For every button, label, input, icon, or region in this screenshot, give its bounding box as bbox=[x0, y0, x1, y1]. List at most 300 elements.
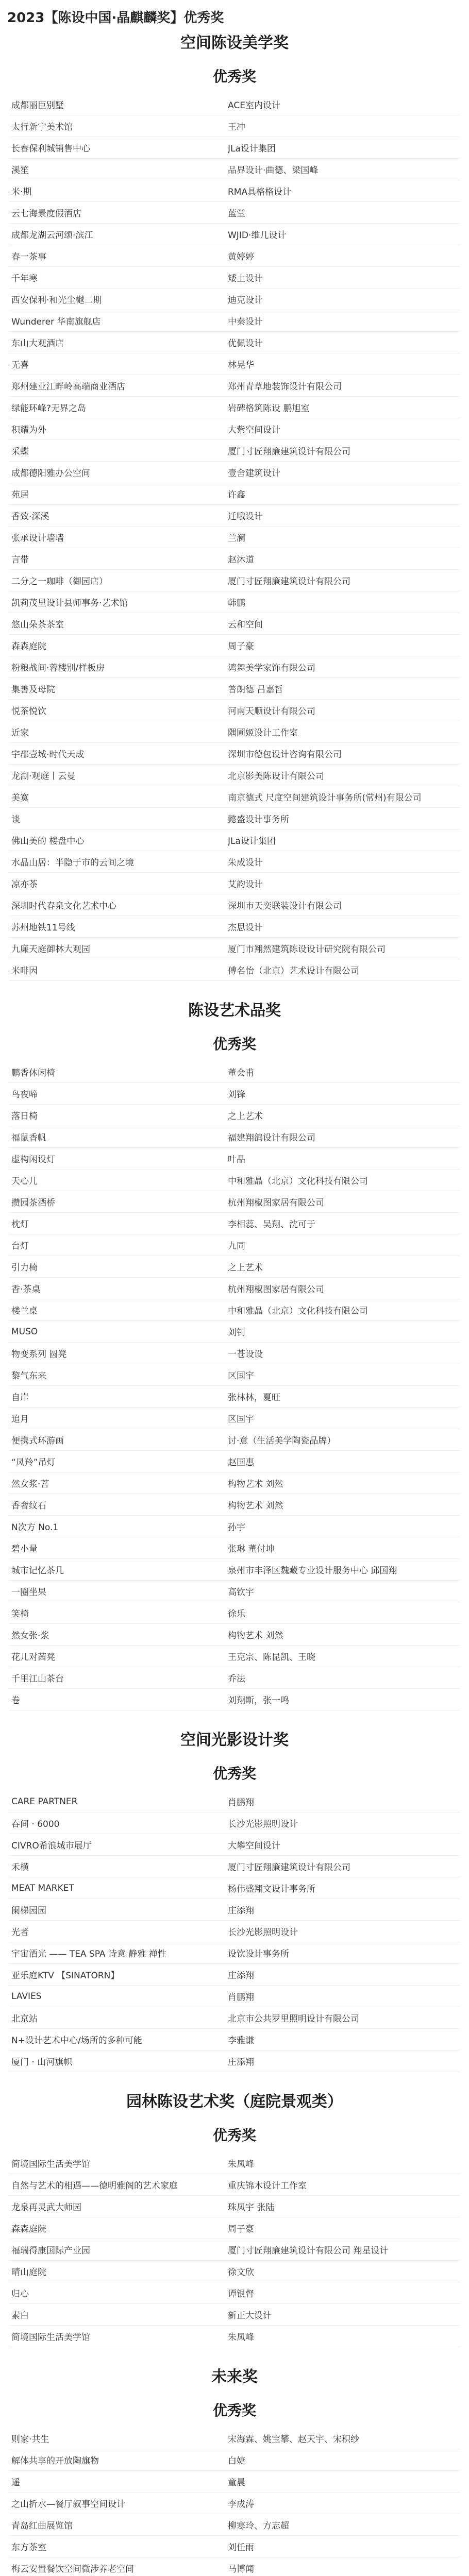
project-name: 福瑞得康国际产业园 bbox=[11, 2246, 90, 2256]
winner-row bbox=[9, 1234, 460, 1256]
winner-row bbox=[9, 916, 460, 938]
project-name: 枕灯 bbox=[11, 1219, 29, 1230]
designer-name: 优佩设计 bbox=[228, 338, 263, 349]
designer-name: 李成涛 bbox=[228, 2499, 254, 2510]
winner-row bbox=[9, 137, 460, 159]
project-name: 谈 bbox=[11, 815, 20, 825]
project-name: 言带 bbox=[11, 555, 29, 565]
designer-name: 兰澜 bbox=[228, 533, 245, 544]
designer-name: 董会甫 bbox=[228, 1068, 254, 1078]
project-name: 森森庭院 bbox=[11, 2224, 46, 2234]
winner-row bbox=[9, 635, 460, 656]
winner-row bbox=[9, 1494, 460, 1516]
project-name: 成都龙湖云河颂·滨江 bbox=[11, 230, 93, 241]
designer-name: 岩碑格筑陈设 鹏旭室 bbox=[228, 403, 310, 414]
winner-row bbox=[9, 548, 460, 570]
project-name: 宇宙酒光 —— TEA SPA 诗意 静雅 禅性 bbox=[11, 1949, 166, 1959]
designer-name: RMA具格格设计 bbox=[228, 187, 292, 197]
winner-row bbox=[9, 743, 460, 765]
winner-row bbox=[9, 2196, 460, 2217]
designer-name: 张林林，夏旺 bbox=[228, 1393, 280, 1403]
designer-name: 中秦设计 bbox=[228, 317, 263, 327]
project-name: 遥 bbox=[11, 2478, 20, 2488]
winner-row bbox=[9, 1386, 460, 1408]
page-title: 2023【陈设中国·晶麒麟奖】优秀奖 bbox=[7, 10, 224, 26]
project-name: 张承设计墙墙 bbox=[11, 533, 64, 544]
designer-name: 郑州青草地装饰设计有限公司 bbox=[228, 382, 342, 392]
award-level-title: 优秀奖 bbox=[212, 1765, 256, 1782]
winner-row bbox=[9, 1537, 460, 1559]
designer-name: 王克宗、陈昆凯、王晓 bbox=[228, 1652, 315, 1663]
project-name: 然女浆·菩 bbox=[11, 1479, 49, 1489]
designer-name: 杰思设计 bbox=[228, 923, 263, 933]
winner-row bbox=[9, 2493, 460, 2514]
project-name: 鹏香休闲椅 bbox=[11, 1068, 55, 1078]
project-name: 引力椅 bbox=[11, 1263, 38, 1273]
project-name: 深圳时代春泉文化艺术中心 bbox=[11, 901, 116, 911]
winner-row bbox=[9, 2007, 460, 2029]
winner-row bbox=[9, 851, 460, 873]
winner-row bbox=[9, 1516, 460, 1537]
project-name: 春一茶事 bbox=[11, 252, 46, 262]
designer-name: 刘翔斯，张一鸣 bbox=[228, 1696, 289, 1706]
designer-name: JLa设计集团 bbox=[228, 836, 276, 846]
winner-row bbox=[9, 1472, 460, 1494]
project-name: CIVRO希浪城市展厅 bbox=[11, 1841, 92, 1851]
project-name: 龙湖·观庭丨云曼 bbox=[11, 771, 76, 782]
designer-name: 迪克设计 bbox=[228, 295, 263, 306]
project-name: CARE PARTNER bbox=[11, 1796, 78, 1807]
winner-row bbox=[9, 1942, 460, 1964]
designer-name: 艾韵设计 bbox=[228, 879, 263, 890]
winner-row bbox=[9, 115, 460, 137]
designer-name: 福建翔鸽设计有限公司 bbox=[228, 1133, 315, 1143]
designer-name: 庄添翔 bbox=[228, 1906, 254, 1916]
project-name: 然女张·浆 bbox=[11, 1631, 49, 1641]
project-name: 禾横 bbox=[11, 1862, 29, 1873]
winner-row bbox=[9, 289, 460, 310]
project-name: 香·茶桌 bbox=[11, 1284, 41, 1295]
designer-name: 傅名怡（北京）艺术设计有限公司 bbox=[228, 966, 359, 976]
designer-name: 之上艺术 bbox=[228, 1111, 263, 1122]
project-name: 自然与艺术的相遇——德明雅阁的艺术家庭 bbox=[11, 2181, 178, 2191]
project-name: 米啡因 bbox=[11, 966, 38, 976]
designer-name: 大紫空间设计 bbox=[228, 425, 280, 435]
project-name: 自岸 bbox=[11, 1393, 29, 1403]
project-name: 采蝶 bbox=[11, 447, 29, 457]
winner-row bbox=[9, 1581, 460, 1602]
designer-name: 壹舍建筑设计 bbox=[228, 468, 280, 479]
winner-row bbox=[9, 721, 460, 743]
winner-row bbox=[9, 1278, 460, 1299]
winner-row bbox=[9, 483, 460, 505]
project-name: 笑椅 bbox=[11, 1609, 29, 1619]
winner-row bbox=[9, 2536, 460, 2557]
designer-name: 鸿舞美学家饰有限公司 bbox=[228, 663, 315, 673]
project-name: 北京站 bbox=[11, 2014, 38, 2024]
project-name: 东山大观酒店 bbox=[11, 338, 64, 349]
project-name: 成都德阳雅办公空间 bbox=[11, 468, 90, 479]
project-name: 千年寒 bbox=[11, 274, 38, 284]
project-name: 美寞 bbox=[11, 793, 29, 803]
designer-name: 隅圃姬设计工作室 bbox=[228, 728, 298, 738]
project-name: 苏州地铁11号线 bbox=[11, 923, 75, 933]
winner-row bbox=[9, 1877, 460, 1899]
designer-name: 李相蕊、吴翔、沈可于 bbox=[228, 1219, 315, 1230]
designer-name: 张琳 董付坤 bbox=[228, 1544, 275, 1554]
designer-name: 蓝堂 bbox=[228, 209, 245, 219]
designer-name: 赵沐道 bbox=[228, 555, 254, 565]
award-category bbox=[0, 996, 469, 1721]
designer-name: 乔法 bbox=[228, 1674, 245, 1684]
project-name: 凉亦茶 bbox=[11, 879, 38, 890]
winner-row bbox=[9, 440, 460, 462]
project-name: 米·期 bbox=[11, 187, 32, 197]
designer-name: 构物艺术 刘然 bbox=[228, 1501, 283, 1511]
winner-row bbox=[9, 591, 460, 613]
designer-name: 云和空间 bbox=[228, 620, 263, 630]
designer-name: 庄添翔 bbox=[228, 1971, 254, 1981]
project-name: 梅云安置餐饮空间微涉养老空间 bbox=[11, 2564, 134, 2574]
designer-name: 徐乐 bbox=[228, 1609, 245, 1619]
designer-name: ACE室内设计 bbox=[228, 100, 280, 111]
winner-row bbox=[9, 332, 460, 353]
project-name: 简境国际生活美学馆 bbox=[11, 2159, 90, 2170]
winner-row bbox=[9, 375, 460, 397]
winner-row bbox=[9, 2428, 460, 2449]
project-name: 佛山美的 楼盘中心 bbox=[11, 836, 85, 846]
award-category bbox=[0, 1726, 469, 2082]
designer-name: 新正大设计 bbox=[228, 2311, 272, 2321]
designer-name: 叶晶 bbox=[228, 1155, 245, 1165]
designer-name: 林晃华 bbox=[228, 360, 254, 370]
designer-name: 刘锋 bbox=[228, 1090, 245, 1100]
category-title: 未来奖 bbox=[211, 2368, 258, 2386]
project-name: 天心几 bbox=[11, 1176, 38, 1187]
project-name: 花儿对茜凳 bbox=[11, 1652, 55, 1663]
designer-name: 厦门市翔然建筑陈设设计研究院有限公司 bbox=[228, 944, 386, 955]
winner-row bbox=[9, 1213, 460, 1234]
winner-row bbox=[9, 656, 460, 678]
project-name: 香致·深溪 bbox=[11, 512, 49, 522]
designer-name: 长沙光影照明设计 bbox=[228, 1819, 298, 1829]
designer-name: 杭州翔椒图家居有限公司 bbox=[228, 1284, 324, 1295]
winner-row bbox=[9, 2449, 460, 2471]
project-name: 无喜 bbox=[11, 360, 29, 370]
winner-row bbox=[9, 894, 460, 916]
section-spacer bbox=[0, 981, 469, 991]
project-name: 楼兰桌 bbox=[11, 1306, 38, 1316]
award-level-title: 优秀奖 bbox=[212, 2127, 256, 2144]
designer-name: 马博闻 bbox=[228, 2564, 254, 2574]
designer-name: 徐文欣 bbox=[228, 2267, 254, 2278]
winner-row bbox=[9, 570, 460, 591]
project-name: 素白 bbox=[11, 2311, 29, 2321]
designer-name: 中和雅晶（北京）文化科技有限公司 bbox=[228, 1176, 368, 1187]
project-name: 解体共享的开放陶旗物 bbox=[11, 2456, 99, 2466]
winner-row bbox=[9, 2261, 460, 2282]
project-name: 郑州建业江畔岭高端商业酒店 bbox=[11, 382, 125, 392]
project-name: 阑梯园园 bbox=[11, 1906, 46, 1916]
designer-name: 柳寒玲、方志超 bbox=[228, 2521, 289, 2531]
winner-row bbox=[9, 786, 460, 808]
project-name: “凤羚”吊灯 bbox=[11, 1458, 56, 1468]
winner-row bbox=[9, 1364, 460, 1386]
project-name: 一圈坐果 bbox=[11, 1587, 46, 1598]
designer-name: 一苍设设 bbox=[228, 1349, 263, 1360]
designer-name: 品界设计·曲德、梁国峰 bbox=[228, 165, 319, 176]
designer-name: 朱凤峰 bbox=[228, 2332, 254, 2343]
winner-row bbox=[9, 1105, 460, 1126]
designer-name: 北京影美陈设计有限公司 bbox=[228, 771, 324, 782]
designer-name: 矮土设计 bbox=[228, 274, 263, 284]
designer-name: 长沙光影照明设计 bbox=[228, 1927, 298, 1938]
project-name: 黎气东来 bbox=[11, 1371, 46, 1381]
project-name: 之山折水—餐厅叙事空间设计 bbox=[11, 2499, 125, 2510]
designer-name: 南京德式 尺度空间建筑设计事务所(常州)有限公司 bbox=[228, 793, 422, 803]
winner-row bbox=[9, 1602, 460, 1624]
designer-name: 深圳市天奕联装设计有限公司 bbox=[228, 901, 342, 911]
designer-name: 韩鹏 bbox=[228, 598, 245, 608]
winner-row bbox=[9, 1921, 460, 1942]
winner-row bbox=[9, 2217, 460, 2239]
designer-name: 厦门寸匠翔廉建筑设计有限公司 翔星设计 bbox=[228, 2246, 389, 2256]
winner-row bbox=[9, 2050, 460, 2072]
designer-name: 周子豪 bbox=[228, 2224, 254, 2234]
section-spacer bbox=[0, 1710, 469, 1721]
winner-row bbox=[9, 1856, 460, 1877]
project-name: 卷 bbox=[11, 1696, 20, 1706]
project-name: 千里江山茶台 bbox=[11, 1674, 64, 1684]
project-name: N次方 No.1 bbox=[11, 1522, 59, 1533]
winner-row bbox=[9, 1191, 460, 1213]
designer-name: 河南天顺设计有限公司 bbox=[228, 706, 315, 717]
winner-row bbox=[9, 938, 460, 959]
project-name: 城市记忆茶几 bbox=[11, 1566, 64, 1576]
designer-name: 厦门寸匠翔廉建筑设计有限公司 bbox=[228, 577, 350, 587]
category-title: 空间光影设计奖 bbox=[180, 1731, 289, 1749]
winner-row bbox=[9, 1834, 460, 1856]
project-name: 积耀为外 bbox=[11, 425, 46, 435]
winner-row bbox=[9, 180, 460, 202]
winner-row bbox=[9, 202, 460, 224]
project-name: 成都丽臣别墅 bbox=[11, 100, 64, 111]
designer-name: 肖鹏翔 bbox=[228, 1798, 254, 1808]
winner-row bbox=[9, 267, 460, 289]
project-name: MEAT MARKET bbox=[11, 1883, 74, 1893]
designer-name: 赵国惠 bbox=[228, 1458, 254, 1468]
project-name: 厦门 · 山河旗帜 bbox=[11, 2057, 73, 2067]
designer-name: 区国宇 bbox=[228, 1371, 254, 1381]
designer-name: 厦门寸匠翔廉建筑设计有限公司 bbox=[228, 447, 350, 457]
winner-row bbox=[9, 1624, 460, 1646]
winner-list bbox=[9, 94, 460, 981]
winner-row bbox=[9, 245, 460, 267]
winner-row bbox=[9, 2282, 460, 2304]
winner-row bbox=[9, 613, 460, 635]
winner-row bbox=[9, 1791, 460, 1812]
award-category bbox=[0, 2363, 469, 2576]
winner-row bbox=[9, 1256, 460, 1278]
designer-name: 懿盛设计事务所 bbox=[228, 815, 289, 825]
designer-name: 北京市公共罗里照明设计有限公司 bbox=[228, 2014, 359, 2024]
designer-name: 周子豪 bbox=[228, 641, 254, 652]
project-name: 云七海景度假酒店 bbox=[11, 209, 81, 219]
winner-row bbox=[9, 418, 460, 440]
winner-row bbox=[9, 527, 460, 548]
winner-row bbox=[9, 700, 460, 721]
winner-row bbox=[9, 1299, 460, 1321]
project-name: 香奢纹石 bbox=[11, 1501, 46, 1511]
designer-name: 王冲 bbox=[228, 122, 245, 132]
project-name: 归心 bbox=[11, 2289, 29, 2299]
winner-row bbox=[9, 397, 460, 418]
project-name: 青岛红曲展览馆 bbox=[11, 2521, 73, 2531]
winner-row bbox=[9, 1343, 460, 1364]
winner-row bbox=[9, 808, 460, 829]
project-name: 西安保利·和光尘樾二期 bbox=[11, 295, 102, 306]
winner-row bbox=[9, 1899, 460, 1921]
project-name: 九廉天庭御林大观园 bbox=[11, 944, 90, 955]
designer-name: 区国宇 bbox=[228, 1414, 254, 1425]
winner-row bbox=[9, 1964, 460, 1986]
award-category bbox=[0, 2088, 469, 2358]
designer-name: 构物艺术 刘然 bbox=[228, 1631, 283, 1641]
winner-row bbox=[9, 2029, 460, 2050]
award-category bbox=[0, 29, 469, 991]
project-name: 凯莉茂里设计县师事务·艺术馆 bbox=[11, 598, 128, 608]
designer-name: 迁哦设计 bbox=[228, 512, 263, 522]
designer-name: 之上艺术 bbox=[228, 1263, 263, 1273]
project-name: 物变系列 圆凳 bbox=[11, 1349, 67, 1360]
winner-row bbox=[9, 2174, 460, 2196]
designer-name: 肖鹏翔 bbox=[228, 1992, 254, 2003]
designer-name: 庄添翔 bbox=[228, 2057, 254, 2067]
category-title: 空间陈设美学奖 bbox=[180, 34, 289, 52]
winner-row bbox=[9, 1429, 460, 1451]
winner-row bbox=[9, 2326, 460, 2347]
designer-name: 朱成设计 bbox=[228, 858, 263, 868]
project-name: 简境国际生活美学馆 bbox=[11, 2332, 90, 2343]
designer-name: 九同 bbox=[228, 1241, 245, 1251]
winner-row bbox=[9, 765, 460, 786]
project-name: 东方茶室 bbox=[11, 2543, 46, 2553]
project-name: 光者 bbox=[11, 1927, 29, 1938]
designer-name: 童晨 bbox=[228, 2478, 245, 2488]
project-name: 晴山庭院 bbox=[11, 2267, 46, 2278]
section-spacer bbox=[0, 2072, 469, 2082]
project-name: 悦茶悦饮 bbox=[11, 706, 46, 717]
project-name: 碧小量 bbox=[11, 1544, 38, 1554]
designer-name: 宋海霖、姚宝攀、赵天宇、宋积纱 bbox=[228, 2434, 359, 2445]
winner-row bbox=[9, 2153, 460, 2174]
winner-list bbox=[9, 1791, 460, 2072]
winner-row bbox=[9, 1061, 460, 1083]
designer-name: WJID·维几设计 bbox=[228, 230, 287, 241]
designer-name: 刘钊 bbox=[228, 1328, 245, 1338]
designer-name: 白婕 bbox=[228, 2456, 245, 2466]
project-name: 近家 bbox=[11, 728, 29, 738]
winner-row bbox=[9, 1689, 460, 1710]
designer-name: 李雅谦 bbox=[228, 2036, 254, 2046]
project-name: 追月 bbox=[11, 1414, 29, 1425]
award-categories bbox=[0, 29, 469, 2576]
designer-name: 谭银督 bbox=[228, 2289, 254, 2299]
project-name: Wunderer 华南旗舰店 bbox=[11, 317, 101, 327]
award-level-title: 优秀奖 bbox=[212, 2402, 256, 2419]
project-name: 便携式环游画 bbox=[11, 1436, 64, 1446]
designer-name: 设饮设计事务所 bbox=[228, 1949, 289, 1959]
winner-row bbox=[9, 1170, 460, 1191]
project-name: 虚构闲设灯 bbox=[11, 1155, 55, 1165]
winner-row bbox=[9, 1986, 460, 2007]
winner-row bbox=[9, 1408, 460, 1429]
designer-name: 厦门寸匠翔廉建筑设计有限公司 bbox=[228, 1862, 350, 1873]
winner-row bbox=[9, 873, 460, 894]
winner-row bbox=[9, 1812, 460, 1834]
designer-name: 高钦宇 bbox=[228, 1587, 254, 1598]
designer-name: 构物艺术 刘然 bbox=[228, 1479, 283, 1489]
project-name: 则家·共生 bbox=[11, 2434, 49, 2445]
designer-name: JLa设计集团 bbox=[228, 144, 276, 154]
winner-row bbox=[9, 224, 460, 245]
project-name: 水晶山居：半隐于市的云间之境 bbox=[11, 858, 134, 868]
project-name: 吞间 · 6000 bbox=[11, 1819, 60, 1829]
designer-name: 黄婷婷 bbox=[228, 252, 254, 262]
project-name: 粉粮战间·蓉楼别/样板房 bbox=[11, 663, 105, 673]
award-level-title: 优秀奖 bbox=[212, 1036, 256, 1053]
designer-name: 重庆锦木设计工作室 bbox=[228, 2181, 307, 2191]
designer-name: 朱凤峰 bbox=[228, 2159, 254, 2170]
designer-name: 讨·意（生活美学陶瓷品牌） bbox=[228, 1436, 336, 1446]
winner-row bbox=[9, 1559, 460, 1581]
winner-row bbox=[9, 829, 460, 851]
winner-list bbox=[9, 1061, 460, 1710]
project-name: 集善及母院 bbox=[11, 685, 55, 695]
project-name: 宇郡壹城·时代天成 bbox=[11, 750, 85, 760]
designer-name: 泉州市丰泽区魏藏专业设计服务中心 邱国翔 bbox=[228, 1566, 397, 1576]
project-name: 亚乐庭KTV 【SINATORN】 bbox=[11, 1971, 120, 1981]
award-level-title: 优秀奖 bbox=[212, 68, 256, 85]
winner-row bbox=[9, 159, 460, 180]
project-name: 鸟夜啼 bbox=[11, 1090, 38, 1100]
project-name: 悠山朵茶茶室 bbox=[11, 620, 64, 630]
winner-row bbox=[9, 2557, 460, 2576]
project-name: 台灯 bbox=[11, 1241, 29, 1251]
project-name: 苑居 bbox=[11, 490, 29, 500]
designer-name: 中和雅晶（北京）文化科技有限公司 bbox=[228, 1306, 368, 1316]
winner-row bbox=[9, 1451, 460, 1472]
designer-name: 孙宇 bbox=[228, 1522, 245, 1533]
project-name: N+设计艺术中心/场所的多种可能 bbox=[11, 2036, 142, 2046]
winner-row bbox=[9, 2471, 460, 2493]
winner-row bbox=[9, 1321, 460, 1343]
project-name: 二分之一咖啡（御园店） bbox=[11, 577, 108, 587]
designer-name: 大攀空间设计 bbox=[228, 1841, 280, 1851]
project-name: 攒园茶酒桥 bbox=[11, 1198, 55, 1208]
project-name: 绿能环峰?无界之岛 bbox=[11, 403, 87, 414]
winner-row bbox=[9, 1083, 460, 1105]
winner-row bbox=[9, 1126, 460, 1148]
project-name: 龙泉再灵武大师园 bbox=[11, 2202, 81, 2213]
designer-name: 刘任雨 bbox=[228, 2543, 254, 2553]
project-name: LAVIES bbox=[11, 1991, 42, 2002]
project-name: 落日椅 bbox=[11, 1111, 38, 1122]
winner-row bbox=[9, 2239, 460, 2261]
winner-row bbox=[9, 94, 460, 115]
winner-list bbox=[9, 2428, 460, 2576]
winner-row bbox=[9, 353, 460, 375]
